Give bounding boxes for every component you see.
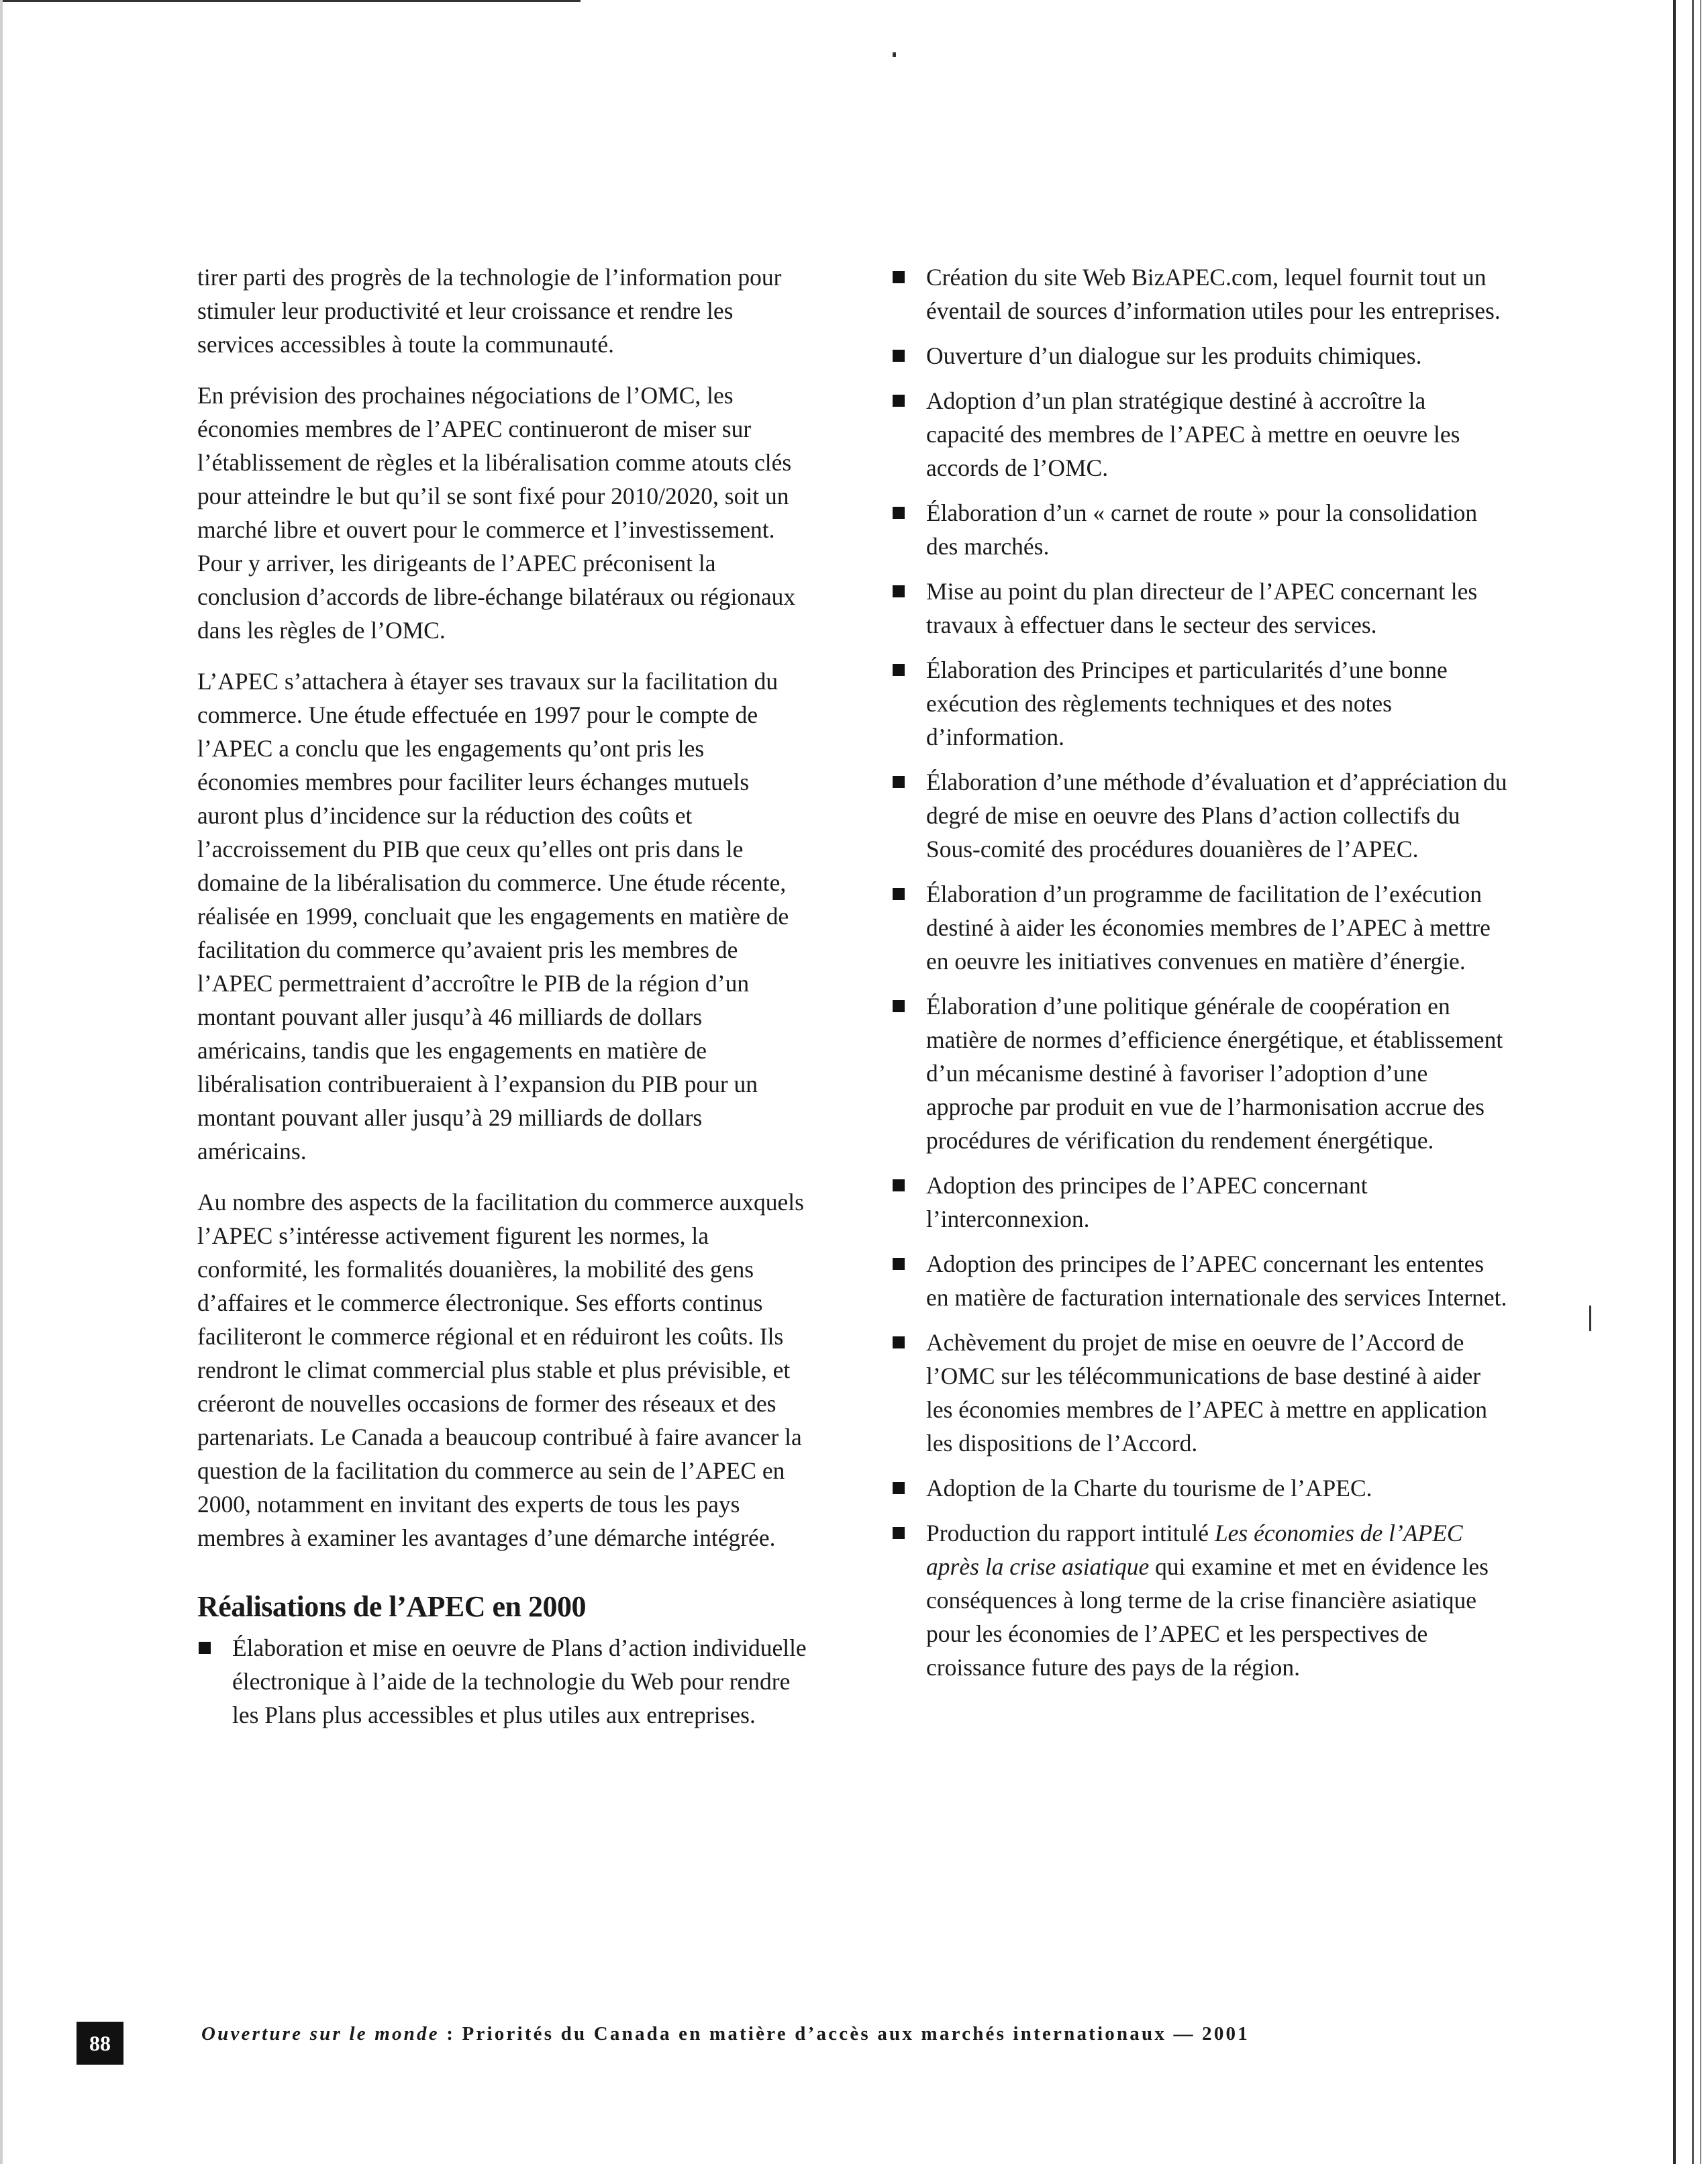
list-item: [891, 384, 1509, 485]
list-item: [891, 1516, 1509, 1684]
bullet-square-icon: [893, 507, 905, 519]
running-footer: [201, 2023, 1490, 2057]
scan-border-left: [0, 0, 3, 2164]
list-item-text: Achèvement du projet de mise en oeuvre de l’Accord de l’OMC sur les télécommunications de base destiné à aider les économies membres de l’APEC à mettre en application les dispositions de l’Accord.: [926, 1329, 1487, 1457]
body-paragraph: tirer parti des progrès de la technologie de l’information pour stimuler leur productivité et leur croissance et rendre les services accessibles à toute la communauté.: [197, 264, 782, 358]
list-item-text: Élaboration d’un « carnet de route » pour la consolidation des marchés.: [926, 499, 1478, 560]
list-item-text: Élaboration d’une politique générale de coopération en matière de normes d’efficience énergétique, et établissement d’un mécanisme destiné à favoriser l’adoption d’une approche par produit en vue de l’harmonisation accrue des procédures de vérification du rendement énergétique.: [926, 993, 1503, 1154]
list-item: [891, 496, 1509, 563]
list-item-text: Élaboration et mise en oeuvre de Plans d’action individuelle électronique à l’aide de la technologie du Web pour rendre les Plans plus accessibles et plus utiles aux entreprises.: [232, 1634, 807, 1728]
bullet-square-icon: [893, 1527, 905, 1539]
list-item-text: Adoption des principes de l’APEC concernant l’interconnexion.: [926, 1172, 1368, 1232]
report-title: Les économies de l’APEC après la crise asiatique: [926, 1520, 1463, 1580]
right-column: [891, 260, 1509, 1695]
list-item: [891, 877, 1509, 978]
bullet-square-icon: [893, 776, 905, 788]
section-heading: Réalisations de l’APEC en 2000: [197, 1590, 586, 1623]
scan-border-top: [0, 0, 581, 2]
list-item-suffix: qui examine et met en évidence les conséquences à long terme de la crise financière asiatique pour les économies de l’APEC et les perspectives de croissance future des pays de la région.: [926, 1553, 1489, 1681]
list-item-text: Adoption des principes de l’APEC concernant les ententes en matière de facturation internationale des services Internet.: [926, 1250, 1507, 1311]
scan-line: [1673, 0, 1676, 2164]
publication-title: Ouverture sur le monde: [201, 2023, 440, 2045]
list-item: [891, 1247, 1509, 1314]
list-item-text: Élaboration d’un programme de facilitation de l’exécution destiné à aider les économies membres de l’APEC à mettre en oeuvre les initiatives convenues en matière d’énergie.: [926, 881, 1491, 975]
bullet-square-icon: [893, 1336, 905, 1348]
left-column: [197, 260, 809, 1743]
bullet-square-icon: [893, 350, 905, 362]
scan-line: [1700, 0, 1701, 2164]
footer-separator: :: [439, 2023, 462, 2045]
list-item: [891, 1471, 1509, 1505]
scan-border-right: [1668, 0, 1708, 2164]
scan-speck: [893, 52, 896, 57]
bullet-square-icon: [893, 1482, 905, 1494]
bullet-square-icon: [893, 1258, 905, 1270]
list-item: [891, 989, 1509, 1157]
bullet-square-icon: [893, 888, 905, 900]
list-item-text: Adoption de la Charte du tourisme de l’APEC.: [926, 1475, 1372, 1502]
body-paragraph: L’APEC s’attachera à étayer ses travaux sur la facilitation du commerce. Une étude effectuée en 1997 pour le compte de l’APEC a conclu que les engagements qu’ont pris les économies membres pour faciliter leurs échanges mutuels auront plus d’incidence sur la réduction des coûts et l’accroissement du PIB que ceux qu’elles ont pris dans le domaine de la libéralisation du commerce. Une étude récente, réalisée en 1999, concluait que les engagements en matière de facilitation du commerce qu’avaient pris les membres de l’APEC permettraient d’accroître le PIB de la région d’un montant pouvant aller jusqu’à 46 milliards de dollars américains, tandis que les engagements en matière de libéralisation contribueraient à l’expansion du PIB pour un montant pouvant aller jusqu’à 29 milliards de dollars américains.: [197, 668, 789, 1165]
scan-speck: [1589, 1306, 1591, 1331]
list-item-prefix: Production du rapport intitulé: [926, 1520, 1215, 1546]
bullet-square-icon: [893, 664, 905, 676]
bullet-square-icon: [893, 1000, 905, 1012]
achievements-list: [197, 1631, 809, 1732]
list-item-text: Adoption d’un plan stratégique destiné à accroître la capacité des membres de l’APEC à mettre en oeuvre les accords de l’OMC.: [926, 387, 1460, 481]
bullet-square-icon: [199, 1642, 211, 1654]
scan-line: [1692, 0, 1694, 2164]
body-paragraph: Au nombre des aspects de la facilitation du commerce auxquels l’APEC s’intéresse activement figurent les normes, la conformité, les formalités douanières, la mobilité des gens d’affaires et le commerce électronique. Ses efforts continus faciliteront le commerce régional et en réduiront les coûts. Ils rendront le climat commercial plus stable et plus prévisible, et créeront de nouvelles occasions de former des réseaux et des partenariats. Le Canada a beaucoup contribué à faire avancer la question de la facilitation du commerce au sein de l’APEC en 2000, notamment en invitant des experts de tous les pays membres à examiner les avantages d’une démarche intégrée.: [197, 1189, 804, 1551]
achievements-list-continued: [891, 260, 1509, 1684]
list-item: [891, 339, 1509, 373]
list-item: [891, 260, 1509, 328]
list-item: [891, 1326, 1509, 1460]
page-number: 88: [77, 2022, 123, 2065]
list-item: [197, 1631, 809, 1732]
bullet-square-icon: [893, 1179, 905, 1191]
bullet-square-icon: [893, 585, 905, 597]
list-item: [891, 653, 1509, 754]
body-paragraph: En prévision des prochaines négociations de l’OMC, les économies membres de l’APEC continueront de miser sur l’établissement de règles et la libéralisation comme atouts clés pour atteindre le but qu’il se sont fixé pour 2010/2020, soit un marché libre et ouvert pour le commerce et l’investissement. Pour y arriver, les dirigeants de l’APEC préconisent la conclusion d’accords de libre-échange bilatéraux ou régionaux dans les règles de l’OMC.: [197, 382, 796, 644]
bullet-square-icon: [893, 271, 905, 283]
list-item-text: Création du site Web BizAPEC.com, lequel fournit tout un éventail de sources d’information utiles pour les entreprises.: [926, 264, 1501, 324]
list-item-text: [926, 1520, 1489, 1681]
bullet-square-icon: [893, 395, 905, 407]
list-item-text: Mise au point du plan directeur de l’APEC concernant les travaux à effectuer dans le secteur des services.: [926, 578, 1478, 638]
list-item: [891, 1169, 1509, 1236]
publication-subtitle: Priorités du Canada en matière d’accès aux marchés internationaux — 2001: [462, 2023, 1250, 2045]
list-item-text: Élaboration d’une méthode d’évaluation et d’appréciation du degré de mise en oeuvre des Plans d’action collectifs du Sous-comité des procédures douanières de l’APEC.: [926, 769, 1507, 863]
list-item: [891, 575, 1509, 642]
list-item: [891, 765, 1509, 866]
list-item-text: Élaboration des Principes et particularités d’une bonne exécution des règlements techniques et des notes d’information.: [926, 656, 1448, 750]
list-item-text: Ouverture d’un dialogue sur les produits chimiques.: [926, 342, 1422, 369]
